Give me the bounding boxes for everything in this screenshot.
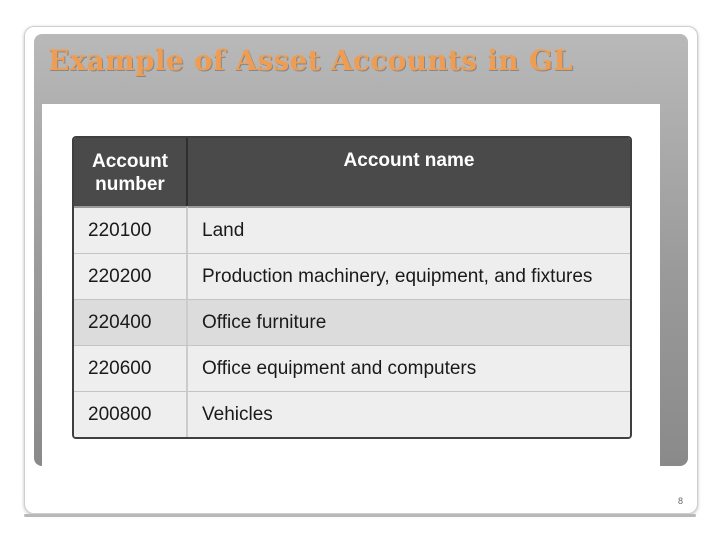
table-row bbox=[74, 345, 630, 391]
slide-title: Example of Asset Accounts in GL bbox=[48, 44, 574, 77]
table-row bbox=[74, 299, 630, 345]
account-number-cell: 220400 bbox=[74, 299, 188, 345]
asset-accounts-table bbox=[72, 136, 632, 439]
account-name-cell: Vehicles bbox=[188, 391, 630, 437]
account-name-cell: Office equipment and computers bbox=[188, 345, 630, 391]
table-row bbox=[74, 391, 630, 437]
account-number-cell: 200800 bbox=[74, 391, 188, 437]
account-name-cell: Office furniture bbox=[188, 299, 630, 345]
account-number-cell: 220100 bbox=[74, 206, 188, 253]
account-number-cell: 220600 bbox=[74, 345, 188, 391]
table-header-row bbox=[74, 138, 630, 206]
account-name-cell: Production machinery, equipment, and fixtures bbox=[188, 253, 630, 299]
account-name-cell: Land bbox=[188, 206, 630, 253]
slide-bottom-divider bbox=[24, 514, 696, 517]
table-row bbox=[74, 253, 630, 299]
account-number-cell: 220200 bbox=[74, 253, 188, 299]
page-number: 8 bbox=[678, 496, 684, 506]
header-account-name: Account name bbox=[188, 138, 630, 206]
header-account-number: Account number bbox=[74, 138, 188, 206]
table-row bbox=[74, 206, 630, 253]
